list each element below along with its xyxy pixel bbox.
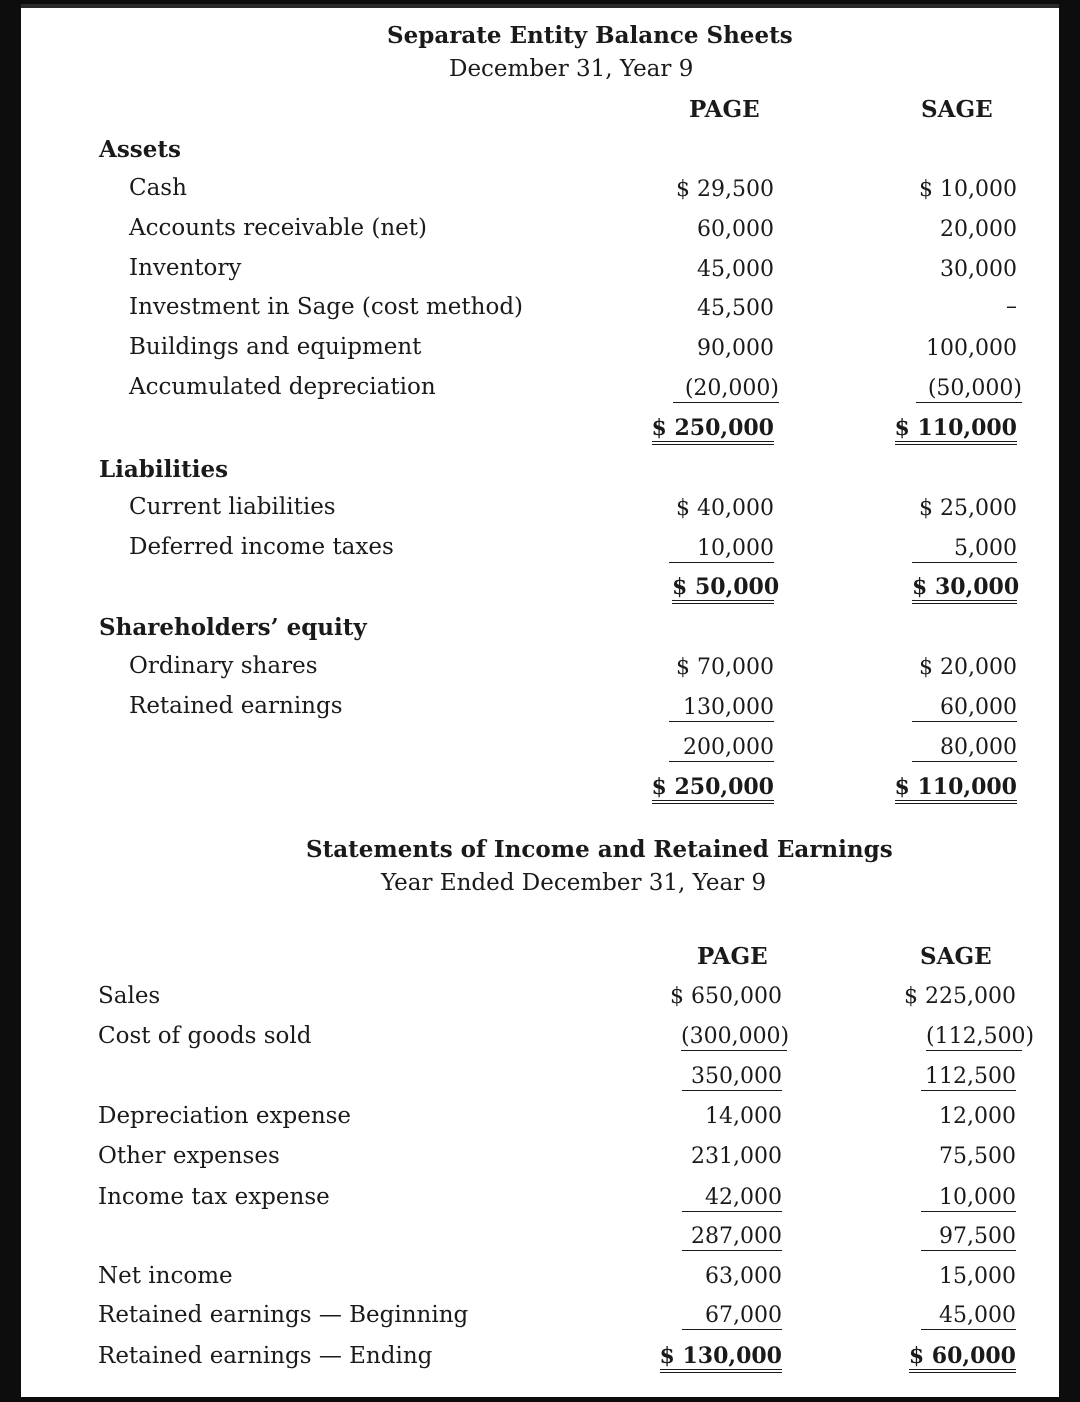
total-expenses-sage: 97,500 — [921, 1224, 1016, 1251]
equity-heading: Shareholders’ equity — [99, 614, 367, 641]
cell-sage-net-income: 15,000 — [939, 1264, 1016, 1289]
row-label-cash: Cash — [129, 175, 187, 201]
top-border — [21, 4, 1059, 8]
gross-profit-page: 350,000 — [682, 1064, 782, 1091]
row-label-re-beginning: Retained earnings — Beginning — [98, 1302, 469, 1328]
row-label-buildings: Buildings and equipment — [129, 334, 422, 360]
row-label-re-ending: Retained earnings — Ending — [98, 1343, 433, 1369]
cell-page-buildings: 90,000 — [697, 336, 774, 361]
total-expenses-page: 287,000 — [682, 1224, 782, 1251]
cell-page-cash: $ 29,500 — [676, 177, 774, 202]
cell-sage-deferred-tax: 5,000 — [912, 536, 1017, 563]
row-label-sales: Sales — [98, 983, 161, 1009]
cell-sage-cash: $ 10,000 — [919, 177, 1017, 202]
income-statement-period: Year Ended December 31, Year 9 — [381, 870, 767, 896]
cell-page-other-expenses: 231,000 — [691, 1144, 782, 1169]
cell-page-ar: 60,000 — [697, 217, 774, 242]
row-label-inventory: Inventory — [129, 255, 242, 281]
cell-sage-retained-earnings: 60,000 — [912, 695, 1017, 722]
cell-page-deferred-tax: 10,000 — [669, 536, 774, 563]
cell-page-depreciation: 14,000 — [705, 1104, 782, 1129]
cell-sage-income-tax: 10,000 — [921, 1185, 1016, 1212]
cell-page-inventory: 45,000 — [697, 257, 774, 282]
row-label-accum-dep: Accumulated depreciation — [129, 374, 436, 400]
cell-page-ordinary-shares: $ 70,000 — [676, 655, 774, 680]
subtotal-equity-page: 200,000 — [669, 735, 774, 762]
cell-sage-re-ending: $ 60,000 — [909, 1343, 1016, 1373]
is-col-head-sage: SAGE — [920, 943, 992, 970]
row-label-ar: Accounts receivable (net) — [129, 215, 427, 241]
col-head-sage: SAGE — [921, 96, 993, 123]
cell-page-retained-earnings: 130,000 — [669, 695, 774, 722]
subtotal-equity-sage: 80,000 — [912, 735, 1017, 762]
liabilities-heading: Liabilities — [99, 456, 229, 483]
assets-heading: Assets — [99, 136, 181, 163]
cell-page-accum-dep: (20,000) — [673, 376, 779, 403]
total-liab-page: $ 50,000 — [672, 574, 774, 604]
cell-sage-re-beginning: 45,000 — [921, 1303, 1016, 1330]
total-assets-sage: $ 110,000 — [895, 415, 1017, 445]
cell-page-re-beginning: 67,000 — [682, 1303, 782, 1330]
row-label-cogs: Cost of goods sold — [98, 1023, 312, 1049]
cell-page-re-ending: $ 130,000 — [660, 1343, 782, 1373]
total-liab-sage: $ 30,000 — [912, 574, 1017, 604]
row-label-deferred-tax: Deferred income taxes — [129, 534, 394, 560]
cell-page-income-tax: 42,000 — [682, 1185, 782, 1212]
cell-page-current-liab: $ 40,000 — [676, 496, 774, 521]
row-label-depreciation: Depreciation expense — [98, 1103, 352, 1129]
cell-sage-other-expenses: 75,500 — [939, 1144, 1016, 1169]
col-head-page: PAGE — [689, 96, 760, 123]
cell-sage-sales: $ 225,000 — [904, 984, 1016, 1009]
cell-page-cogs: (300,000) — [681, 1024, 790, 1049]
row-label-net-income: Net income — [98, 1263, 233, 1289]
row-label-income-tax: Income tax expense — [98, 1184, 330, 1210]
cell-sage-cogs: (112,500) — [926, 1024, 1035, 1049]
total-liab-equity-sage: $ 110,000 — [895, 774, 1017, 804]
cell-page-sales: $ 650,000 — [670, 984, 782, 1009]
balance-sheet-date: December 31, Year 9 — [449, 56, 694, 82]
balance-sheet-title: Separate Entity Balance Sheets — [387, 22, 793, 49]
cell-sage-buildings: 100,000 — [926, 336, 1017, 361]
cell-page-investment: 45,500 — [697, 296, 774, 321]
cell-sage-investment: – — [1006, 294, 1017, 319]
cell-sage-depreciation: 12,000 — [939, 1104, 1016, 1129]
cell-sage-accum-dep: (50,000) — [916, 376, 1022, 403]
row-label-current-liab: Current liabilities — [129, 494, 336, 520]
row-label-investment: Investment in Sage (cost method) — [129, 294, 524, 320]
total-liab-equity-page: $ 250,000 — [652, 774, 774, 804]
row-label-other-expenses: Other expenses — [98, 1143, 280, 1169]
cell-sage-current-liab: $ 25,000 — [919, 496, 1017, 521]
income-statement-title: Statements of Income and Retained Earnings — [306, 836, 893, 863]
is-col-head-page: PAGE — [697, 943, 768, 970]
row-label-ordinary-shares: Ordinary shares — [129, 653, 318, 679]
gross-profit-sage: 112,500 — [921, 1064, 1016, 1091]
cell-sage-inventory: 30,000 — [940, 257, 1017, 282]
cell-page-net-income: 63,000 — [705, 1264, 782, 1289]
total-assets-page: $ 250,000 — [652, 415, 774, 445]
cell-sage-ordinary-shares: $ 20,000 — [919, 655, 1017, 680]
row-label-retained-earnings: Retained earnings — [129, 693, 343, 719]
cell-sage-ar: 20,000 — [940, 217, 1017, 242]
document-page — [21, 4, 1059, 1397]
